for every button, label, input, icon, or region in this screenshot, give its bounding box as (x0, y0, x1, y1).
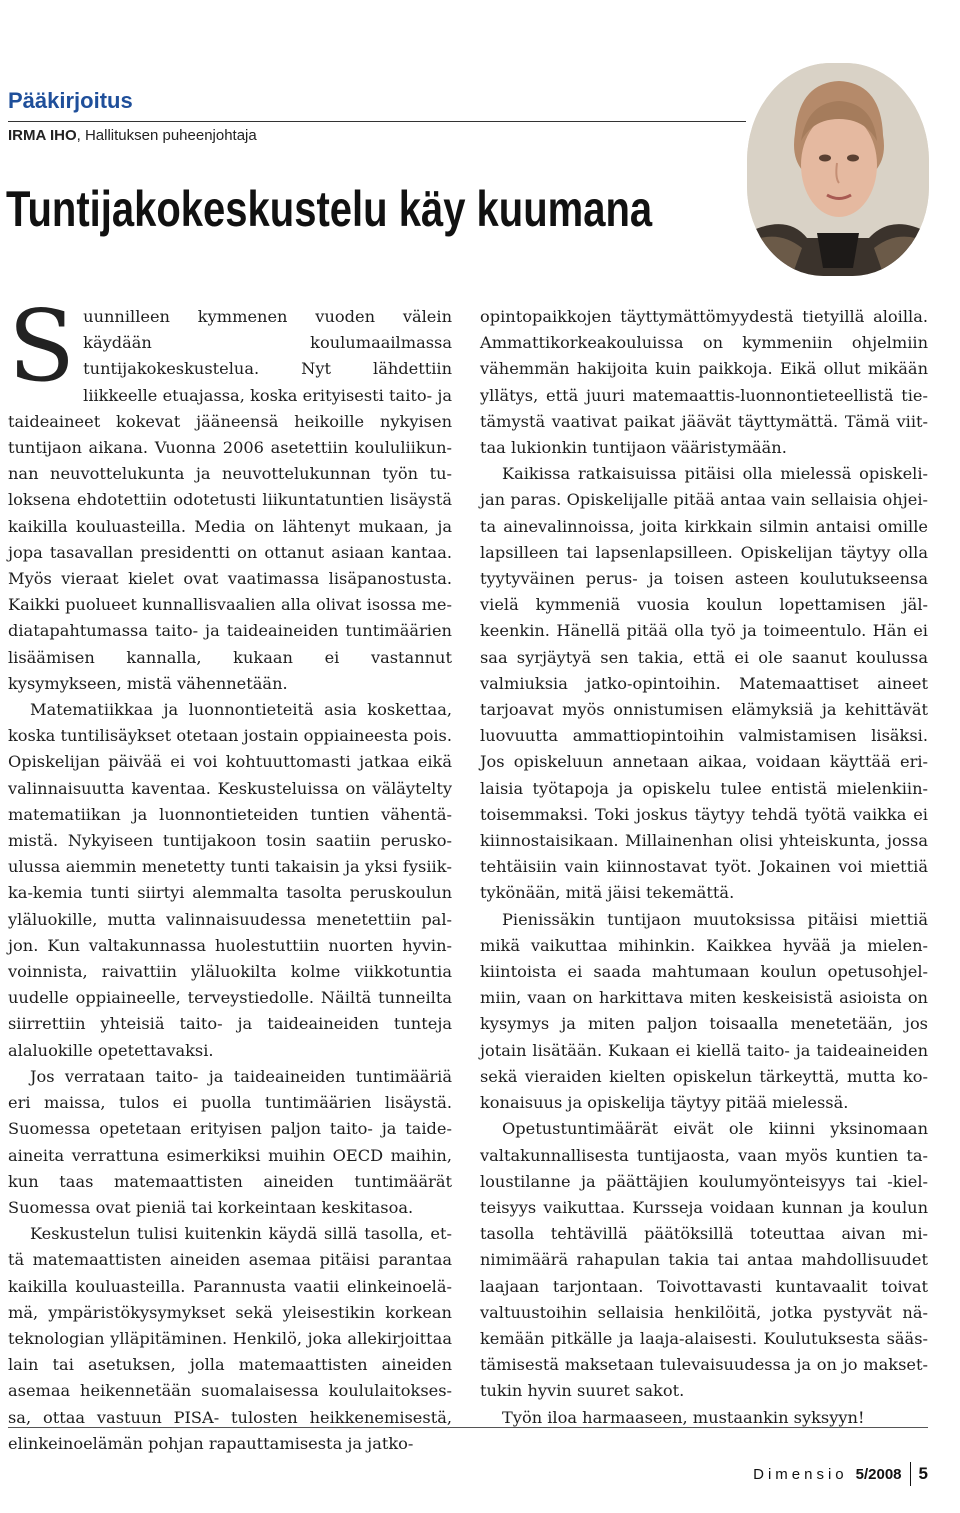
paragraph: Kaikissa ratkaisuissa pitäisi olla mielessä opiskelijan paras. Opiskelijalle pitää antaa vain sellaisia ohjeita ainevalinnoissa, joita kirkkain silmin antaisi omille lapsilleen tai lapsenlapsilleen. Opiskelijan täytyy olla tyytyväinen perus- ja toisen asteen koulutukseensa vielä kymmeniä vuosia koulun lopettamisen jälkeenkin. Hänellä pitää olla työ ja toimeentulo. Hän ei saa syrjäytyä sen takia, että ei ole saanut koulussa valmiuksia jatko-opintoihin. Matemaattiset aineet tarjoavat myös onnistumisen elämyksiä ja kehittävät luovuutta ammattiopintoihin valmistamisen lisäksi. Jos opiskeluun annetaan aikaa, voidaan käyttää erilaisia työtapoja ja opiskelu tulee entistä mielenkiintoisemmaksi. Toki joskus täytyy tehdä työtä vaikka ei kiinnostaisikaan. Millainenhan olisi yhteiskunta, jossa tehtäisiin vain kiinnostavat työt. Jokainen voi miettiä tykönään, mitä jäisi tekemättä. (480, 464, 928, 903)
magazine-name: Dimensio (753, 1465, 848, 1483)
paragraph: Opetustuntimäärät eivät ole kiinni yksinomaan valtakunnallisesta tuntijaosta, vaan myös kuntien taloustilanne ja päättäjien koulumyönteisyys tai -kielteisyys vaikuttaa. Kursseja voidaan kunnan ja koulun tasolla tehtävillä päätöksillä toteuttaa aivan minimimäärä rahapulan takia tai antaa mahdollisuudet laajaan tarjontaan. Toivottavasti kuntavaalit toivat valtuustoihin sellaisia henkilöitä, jotka pystyvät näkemään pitkälle ja laaja-alaisesti. Koulutuksesta säästämisestä maksetaan tulevaisuudessa ja on jo maksettukin hyvin suuret sakot. (480, 1119, 928, 1401)
author-name: IRMA IHO (8, 127, 77, 144)
headline: Tuntijakokeskustelu käy kuumana (6, 181, 653, 237)
paragraph (8, 290, 452, 697)
author-portrait (747, 63, 929, 276)
section-label: Pääkirjoitus (8, 88, 133, 113)
author-role: , Hallituksen puheenjohtaja (76, 127, 257, 144)
issue-number: 5/2008 (855, 1465, 902, 1483)
article-column-left (8, 290, 452, 1457)
paragraph: Pienissäkin tuntijaon muutoksissa pitäisi miettiä mikä vaikuttaa mihinkin. Kaikkea hyvää ja mielenkiintoista ei saada mahtumaan koulun opetusohjelmiin, vaan on harkittava miten keskeisistä asioista on kysymys ja miten paljon toisaalla menetetään, jos jotain lisätään. Kukaan ei kiellä taito- ja taideaineiden sekä vieraiden kielten opiskelun tärkeyttä, mutta kokonaisuus ja opiskelija täytyy pitää mielessä. (480, 909, 928, 1113)
paragraph: Työn iloa harmaaseen, mustaankin syksyyn! (502, 1407, 865, 1427)
author-line (8, 127, 257, 144)
paragraph: Jos verrataan taito- ja taideaineiden tuntimääriä eri maissa, tulos ei puolla tuntimäärien lisäystä. Suomessa opetetaan erityisen paljon taito- ja taideaineita verrattuna esimerkiksi muihin OECD maihin, kun taas matemaattisten aineiden tuntimäärät Suomessa ovat pieniä tai korkeintaan keskitasoa. (8, 1066, 452, 1217)
page-number: 5 (918, 1464, 928, 1483)
header-divider (8, 121, 746, 122)
paragraph-text: uunnilleen kymmenen vuoden välein käydään koulumaailmassa tuntijakokeskustelua. Nyt lähdettiin liikkeelle etuajassa, koska erityisesti taito- ja taideaineet kokevat jääneensä heikoille nykyisen tuntijaon aikana. Vuonna 2006 asetettiin koululiikunnan neuvottelukunta ja neuvottelukunnan työn tuloksena ehdotettiin odotetusti liikuntatuntien lisäystä kaikilla kouluasteilla. Media on lähtenyt mukaan, ja jopa tasavallan presidentti on ottanut asiaan kantaa. Myös vieraat kielet ovat vaatimassa lisäpanostusta. Kaikki puolueet kunnallisvaalien alla olivat isossa mediatapahtumassa taito- ja taideaineiden tuntimäärien lisäämisen kannalla, kukaan ei vastannut kysymykseen, mistä vähennetään. (8, 307, 452, 693)
paragraph: Matematiikkaa ja luonnontieteitä asia koskettaa, koska tuntilisäykset otetaan jostain oppiaineesta pois. Opiskelijan päivää ei voi kohtuuttomasti jatkaa eikä valinnaisuutta kaventaa. Keskusteluissa on väläytelty matematiikan ja luonnontieteiden tuntien vähentämistä. Nykyiseen tuntijakoon tosin saatiin peruskoulussa aiemmin menetetty tunti takaisin ja yksi fysiikka-kemia tunti siirtyi alemmalta tasolta peruskoulun yläluokille, mutta valinnaisuudessa menetettiin paljon. Kun valtakunnassa huolestuttiin nuorten hyvinvoinnista, raivattiin yläluokilta kolme viikkotuntia uudelle oppiaineelle, terveystiedolle. Näiltä tunneilta siirrettiin yhteisiä taito- ja taideaineiden tunteja alaluokille opetettavaksi. (8, 700, 452, 1060)
portrait-photo (747, 63, 929, 276)
footer-divider (8, 1427, 928, 1428)
page-footer (753, 1462, 928, 1486)
footer-separator (910, 1462, 911, 1486)
paragraph: Keskustelun tulisi kuitenkin käydä sillä tasolla, että matemaattisten aineiden asemaa pitäisi parantaa kaikilla kouluasteilla. Parannusta vaatii elinkeinoelämä, ympäristökysymykset sekä yleisestikin korkean teknologian ylläpitäminen. Henkilö, joka allekirjoittaa lain tai asetuksen, jolla matemaattisten aineiden asemaa heikennetään suomalaisessa koululaitoksessa, ottaa vastuun PISA- tulosten heikkenemisestä, elinkeinoelämän pohjan rapauttamisesta ja jatko- (8, 1224, 452, 1453)
article-column-right (480, 304, 928, 1431)
drop-cap: S (8, 290, 76, 404)
paragraph: opintopaikkojen täyttymättömyydestä tietyillä aloilla. Ammattikorkeakouluissa on kymmeniin ohjelmiin vähemmän hakijoita kuin paikkoja. Eikä ollut mikään yllätys, että juuri matemaattis-luonnontieteellistä tietämystä vaativat paikat jäävät täyttymättä. Tämä viittaa lukionkin tuntijaon vääristymään. (480, 307, 928, 458)
